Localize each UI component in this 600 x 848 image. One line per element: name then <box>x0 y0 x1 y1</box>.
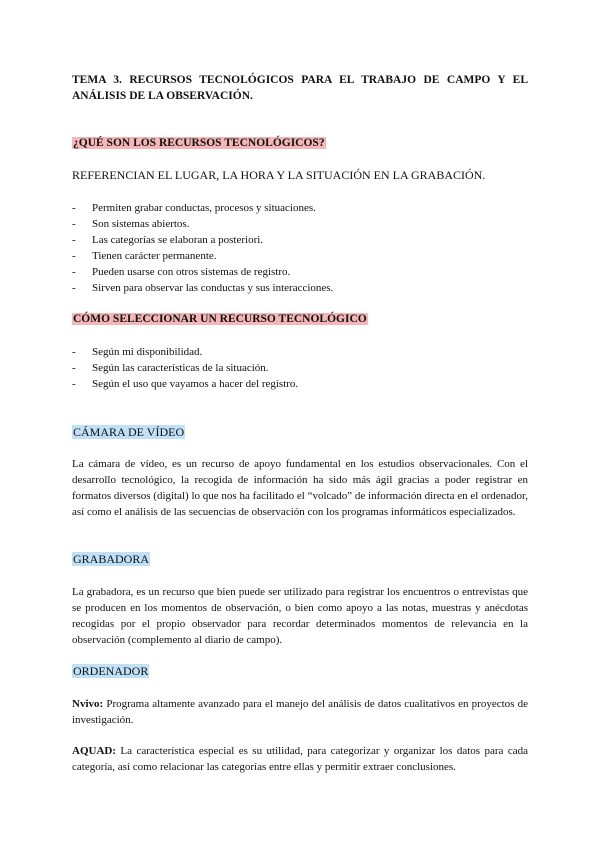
list-item <box>72 360 298 376</box>
list-item-text: Son sistemas abiertos. <box>92 218 190 230</box>
heading-camara <box>72 424 185 440</box>
list-item-text: Permiten grabar conductas, procesos y situaciones. <box>92 202 316 214</box>
bullet-list-selection <box>72 344 298 392</box>
list-item <box>72 376 298 392</box>
list-item-text: Las categorías se elaboran a posteriori. <box>92 234 264 246</box>
heading-camara-text: CÁMARA DE VÍDEO <box>73 425 185 439</box>
heading-grabadora-text: GRABADORA <box>73 552 150 566</box>
bullet-list-characteristics <box>72 200 333 296</box>
heading-ordenador-text: ORDENADOR <box>73 664 149 678</box>
bullet-dash: - <box>72 234 76 246</box>
document-title: TEMA 3. RECURSOS TECNOLÓGICOS PARA EL TRABAJO DE CAMPO Y EL ANÁLISIS DE LA OBSERVACIÓN. <box>72 74 528 102</box>
list-item <box>72 232 333 248</box>
heading-como-seleccionar-text: CÓMO SELECCIONAR UN RECURSO TECNOLÓGICO <box>73 313 367 325</box>
aquad-text: La característica especial es su utilidad, para categorizar y organizar los datos para cada categoría, así como relacionar las categorías entre ellas y permitir extraer conclusiones. <box>72 745 528 773</box>
paragraph-camara: La cámara de vídeo, es un recurso de apoyo fundamental en los estudios observacionales. Con el desarrollo tecnológico, la recogida de información ha sido más ágil gracias a poder registrar en formatos diversos (digital) lo que nos ha facilitado el “volcado” de información directa en el ordenador, así como el análisis de las secuencias de observación con los programas informáticos especializados. <box>72 458 528 518</box>
aquad-label: AQUAD: <box>72 745 116 757</box>
heading-grabadora <box>72 551 150 567</box>
list-item-text: Según las características de la situación. <box>92 362 269 374</box>
heading-que-son <box>72 135 326 151</box>
list-item-text: Tienen carácter permanente. <box>92 250 217 262</box>
bullet-dash: - <box>72 202 76 214</box>
nvivo-text: Programa altamente avanzado para el manejo del análisis de datos cualitativos en proyectos de investigación. <box>72 698 528 726</box>
bullet-dash: - <box>72 346 76 358</box>
list-item <box>72 344 298 360</box>
list-item <box>72 280 333 296</box>
list-item-text: Sirven para observar las conductas y sus interacciones. <box>92 282 334 294</box>
list-item-text: Pueden usarse con otros sistemas de registro. <box>92 266 291 278</box>
list-item <box>72 216 333 232</box>
heading-ordenador <box>72 663 149 679</box>
paragraph-aquad <box>72 743 528 775</box>
bullet-dash: - <box>72 218 76 230</box>
list-item-text: Según el uso que vayamos a hacer del registro. <box>92 378 299 390</box>
paragraph-grabadora: La grabadora, es un recurso que bien puede ser utilizado para registrar los encuentros o entrevistas que se producen en los momentos de observación, o bien como apoyo a las notas, muestras y anécdotas recogidas por el propio observador para recordar determinados momentos de relevancia en la observación (complemento al diario de campo). <box>72 586 528 646</box>
bullet-dash: - <box>72 266 76 278</box>
bullet-dash: - <box>72 282 76 294</box>
list-item <box>72 200 333 216</box>
bullet-dash: - <box>72 250 76 262</box>
heading-que-son-text: ¿QUÉ SON LOS RECURSOS TECNOLÓGICOS? <box>73 137 325 149</box>
list-item <box>72 264 333 280</box>
section-subtitle: REFERENCIAN EL LUGAR, LA HORA Y LA SITUACIÓN EN LA GRABACIÓN. <box>72 168 486 182</box>
list-item-text: Según mi disponibilidad. <box>92 346 203 358</box>
nvivo-label: Nvivo: <box>72 698 104 710</box>
heading-como-seleccionar <box>72 311 368 327</box>
list-item <box>72 248 333 264</box>
bullet-dash: - <box>72 378 76 390</box>
bullet-dash: - <box>72 362 76 374</box>
paragraph-nvivo <box>72 696 528 728</box>
